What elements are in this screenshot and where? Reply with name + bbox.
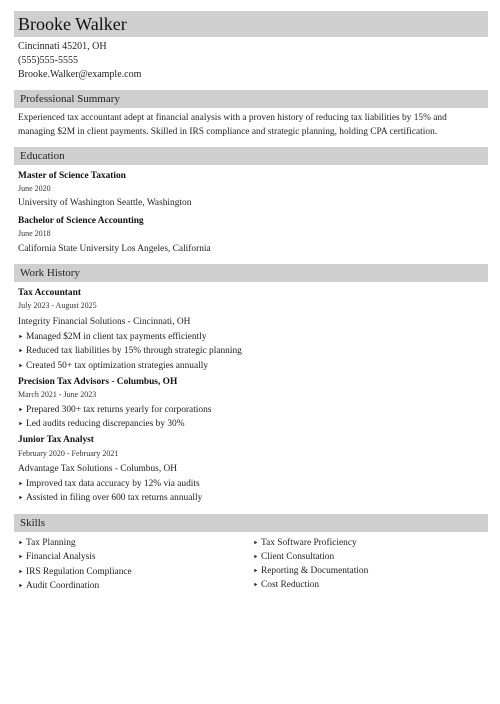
- skills-heading: Skills: [20, 517, 46, 529]
- work-section-bar: [14, 264, 488, 282]
- job-bullet: ‣ Led audits reducing discrepancies by 30%: [26, 418, 185, 430]
- job-dates: February 2020 - February 2021: [18, 449, 119, 458]
- skill-item: ‣ Tax Software Proficiency: [261, 537, 357, 549]
- education-heading: Education: [20, 150, 65, 162]
- skill-item: ‣ Financial Analysis: [26, 551, 96, 563]
- skills-section-bar: [14, 514, 488, 532]
- work-heading: Work History: [20, 267, 80, 279]
- summary-heading: Professional Summary: [20, 93, 120, 105]
- candidate-name: Brooke Walker: [18, 14, 127, 34]
- job-title: Junior Tax Analyst: [18, 435, 94, 445]
- skill-item: ‣ Audit Coordination: [26, 580, 99, 592]
- job-bullet: ‣ Created 50+ tax optimization strategies annually: [26, 360, 208, 372]
- education-school: California State University Los Angeles, California: [18, 244, 211, 254]
- skill-item: ‣ Client Consultation: [261, 551, 334, 563]
- contact-phone: (555)555-5555: [18, 55, 78, 66]
- job-bullet: ‣ Reduced tax liabilities by 15% through strategic planning: [26, 345, 242, 357]
- education-date: June 2018: [18, 229, 51, 238]
- contact-address: Cincinnati 45201, OH: [18, 41, 107, 52]
- job-bullet: ‣ Assisted in filing over 600 tax returns annually: [26, 492, 202, 504]
- summary-text: Experienced tax accountant adept at financial analysis with a proven history of reducing tax liabilities by 15% and managing $2M in client payments. Skilled in IRS compliance and strategic planning, holding CPA certification.: [18, 113, 447, 137]
- education-degree: Master of Science Taxation: [18, 171, 126, 181]
- education-degree: Bachelor of Science Accounting: [18, 216, 144, 226]
- job-bullet: ‣ Improved tax data accuracy by 12% via audits: [26, 478, 200, 490]
- job-bullet: ‣ Managed $2M in client tax payments efficiently: [26, 331, 207, 343]
- skill-item: ‣ Tax Planning: [26, 537, 76, 549]
- education-section-bar: [14, 147, 488, 165]
- job-company: Advantage Tax Solutions - Columbus, OH: [18, 464, 178, 474]
- skill-item: ‣ IRS Regulation Compliance: [26, 566, 132, 578]
- education-date: June 2020: [18, 184, 51, 193]
- skill-item: ‣ Reporting & Documentation: [261, 565, 368, 577]
- contact-email: Brooke.Walker@example.com: [18, 69, 142, 80]
- job-title: Precision Tax Advisors - Columbus, OH: [18, 377, 178, 387]
- job-bullet: ‣ Prepared 300+ tax returns yearly for corporations: [26, 404, 211, 416]
- job-company: Integrity Financial Solutions - Cincinnati, OH: [18, 317, 191, 327]
- job-dates: March 2021 - June 2023: [18, 390, 97, 399]
- education-school: University of Washington Seattle, Washington: [18, 198, 192, 208]
- job-dates: July 2023 - August 2025: [18, 301, 97, 310]
- job-title: Tax Accountant: [18, 288, 81, 298]
- skill-item: ‣ Cost Reduction: [261, 579, 319, 591]
